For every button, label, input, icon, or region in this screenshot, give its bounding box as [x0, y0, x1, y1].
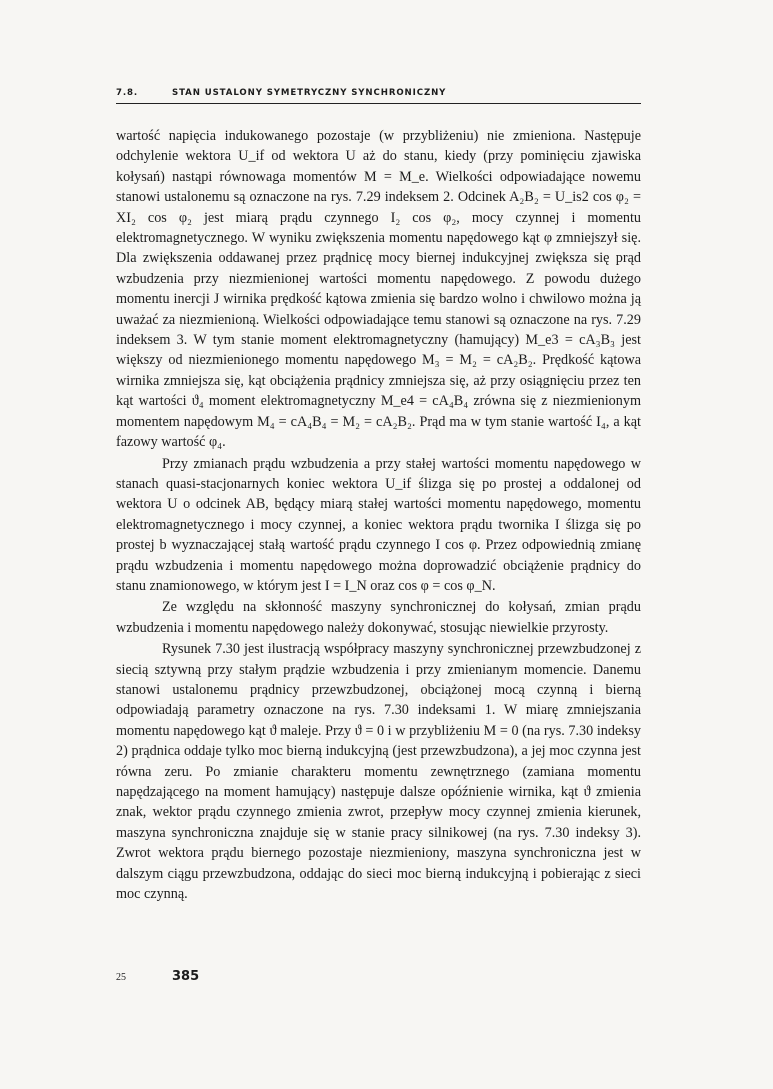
page-footer	[116, 967, 416, 985]
running-header	[116, 88, 640, 98]
paragraph-3: Ze względu na skłonność maszyny synchronicznej do kołysań, zmian prądu wzbudzenia i momentu napędowego należy dokonywać, stosując niewielkie przyrosty.	[116, 599, 641, 636]
section-title: STAN USTALONY SYMETRYCZNY SYNCHRONICZNY	[172, 88, 447, 98]
sheet-number: 25	[116, 972, 126, 983]
header-rule	[116, 103, 641, 104]
paragraph-2: Przy zmianach prądu wzbudzenia a przy stałej wartości momentu napędowego w stanach quasi-stacjonarnych koniec wektora U_if ślizga się po prostej a oddalonej od wektora U o odcinek AB, będący miarą stałej wartości momentu napędowego, momentu elektromagnetycznego i mocy czynnej, a koniec wektora prądu twornika I ślizga się po prostej b wyznaczającej stałą wartość prądu czynnego I cos φ. Przez odpowiednią zmianę prądu wzbudzenia i momentu napędowego można doprowadzić obciążenie prądnicy do stanu znamionowego, w którym jest I = I_N oraz cos φ = cos φ_N.	[116, 455, 641, 594]
paragraph-1: wartość napięcia indukowanego pozostaje (w przybliżeniu) nie zmieniona. Następuje odchylenie wektora U_if od wektora U aż do stanu, kiedy (przy pominięciu zjawiska kołysań) nastąpi równowaga momentów M = M_e. Wielkości odpowiadające nowemu stanowi ustalonemu są oznaczone na rys. 7.29 indeksem 2. Odcinek A₂B₂ = U_is2 cos φ₂ = XI₂ cos φ₂ jest miarą prądu czynnego I₂ cos φ₂, mocy czynnej i momentu elektromagnetycznego. W wyniku zwiększenia momentu napędowego kąt φ zmniejszył się. Dla zwiększenia oddawanej przez prądnicę mocy biernej indukcyjnej zwiększa się prąd wzbudzenia przy niezmienionej wartości momentu napędowego. Z powodu dużego momentu inercji J wirnika prędkość kątowa zmienia się bardzo wolno i chwilowo można ją uważać za niezmienioną. Wielkości odpowiadające temu stanowi są oznaczone na rys. 7.29 indeksem 3. W tym stanie moment elektromagnetyczny (hamujący) M_e3 = cA₃B₃ jest większy od niezmienionego momentu napędowego M₃ = M₂ = cA₂B₂. Prędkość kątowa wirnika zmniejsza się, kąt obciążenia prądnicy zmniejsza się, aż przy osiągnięciu przez ten kąt wartości ϑ₄ moment elektromagnetyczny M_e4 = cA₄B₄ zrówna się z niezmienionym momentem napędowym M₄ = cA₄B₄ = M₂ = cA₂B₂. Prąd ma w tym stanie wartość I₄, a kąt fazowy wartość φ₄.	[116, 128, 641, 451]
paragraph-4: Rysunek 7.30 jest ilustracją współpracy maszyny synchronicznej przewzbudzonej z siecią sztywną przy stałym prądzie wzbudzenia i przy zmienianym momencie. Danemu stanowi ustalonemu prądnicy przewzbudzonej, obciążonej mocą czynną i bierną odpowiadają parametry oznaczone na rys. 7.30 indeksami 1. W miarę zmniejszania momentu napędowego kąt ϑ maleje. Przy ϑ = 0 i w przybliżeniu M = 0 (na rys. 7.30 indeksy 2) prądnica oddaje tylko moc bierną indukcyjną (jest przewzbudzona), a jej moc czynna jest równa zeru. Po zmianie charakteru momentu zewnętrznego (zamiana momentu napędzającego na moment hamujący) następuje dalsze opóźnienie wirnika, kąt ϑ zmienia znak, wektor prądu czynnego zmienia zwrot, przepływ mocy czynnej zmienia kierunek, maszyna synchroniczna znajduje się w stanie pracy silnikowej (na rys. 7.30 indeksy 3). Zwrot wektora prądu biernego pozostaje niezmieniony, maszyna synchroniczna jest w dalszym ciągu przewzbudzona, oddając do sieci moc bierną indukcyjną i pobierając z sieci moc czynną.	[116, 641, 641, 903]
page-body	[116, 126, 641, 904]
section-number: 7.8.	[116, 88, 139, 98]
page-number: 385	[172, 969, 200, 984]
